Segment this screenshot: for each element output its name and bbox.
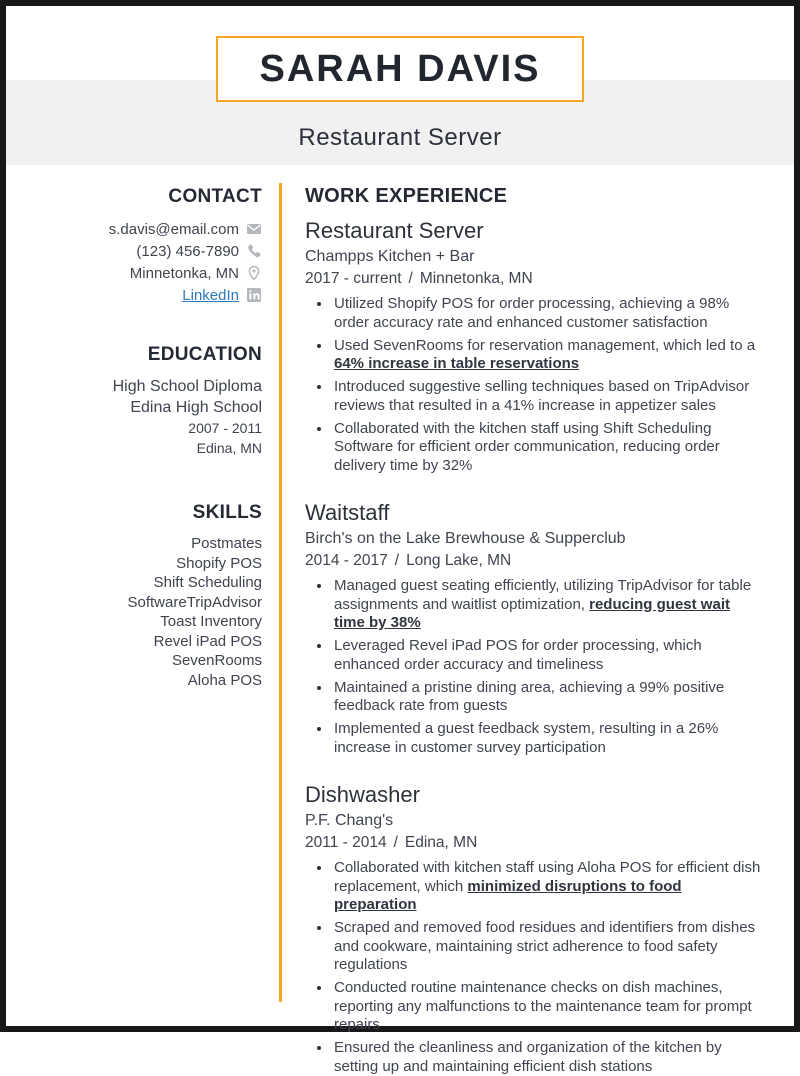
bullet-item: • Used SevenRooms for reservation management, which led to a 64% increase in table reservations (332, 337, 764, 374)
education-location: Edina, MN (196, 440, 262, 456)
linkedin-link[interactable]: LinkedIn (182, 286, 239, 304)
contact-list (16, 218, 262, 306)
job-title: Restaurant Server (305, 218, 484, 243)
job-dates: 2011 - 2014 (305, 834, 387, 851)
contact-item (16, 218, 262, 240)
job-title: Dishwasher (305, 782, 420, 807)
linkedin-icon (246, 287, 262, 303)
job-location: Long Lake, MN (406, 552, 512, 569)
skill-item: Revel iPad POS (153, 632, 262, 650)
sidebar (6, 165, 279, 1026)
bullet-item: • Maintained a pristine dining area, achieving a 99% positive feedback rate from guests (332, 679, 764, 716)
date-separator: / (408, 270, 413, 287)
bullet-item: • Implemented a guest feedback system, resulting in a 26% increase in customer survey participation (332, 720, 764, 757)
education-dates: 2007 - 2011 (188, 420, 262, 436)
bullet-emphasis: 64% increase in table reservations (334, 355, 580, 372)
skills-section (16, 502, 262, 690)
job-bullets (305, 577, 764, 757)
education-section (16, 344, 262, 458)
resume-header (6, 6, 794, 165)
bullet-item: • Utilized Shopify POS for order processing, achieving a 98% order accuracy rate and enhanced customer satisfaction (332, 295, 764, 332)
job-block (305, 782, 764, 1076)
phone-icon (246, 243, 262, 259)
skills-list (16, 534, 262, 690)
bullet-item: • Managed guest seating efficiently, utilizing TripAdvisor for table assignments and waitlist optimization, reducing guest wait time by 38% (332, 577, 764, 633)
envelope-icon (246, 221, 262, 237)
job-block (305, 218, 764, 475)
job-dates-row (305, 552, 764, 570)
job-dates: 2014 - 2017 (305, 552, 388, 569)
contact-item (16, 262, 262, 284)
job-location: Minnetonka, MN (419, 270, 533, 287)
location-icon (246, 265, 262, 281)
skills-heading: SKILLS (192, 502, 262, 523)
education-school: Edina High School (130, 399, 262, 416)
bullet-item: • Conducted routine maintenance checks on dish machines, reporting any malfunctions to the maintenance team for prompt repairs (332, 979, 764, 1035)
candidate-title: Restaurant Server (298, 124, 502, 151)
bullet-item: • Ensured the cleanliness and organization of the kitchen by setting up and maintaining efficient dish stations (332, 1039, 764, 1076)
work-experience-column (282, 165, 794, 1075)
bullet-item: • Introduced suggestive selling techniques based on TripAdvisor reviews that resulted in a 41% increase in appetizer sales (332, 378, 764, 415)
bullet-item: • Leveraged Revel iPad POS for order processing, which enhanced order accuracy and timeliness (332, 637, 764, 674)
contact-item (16, 284, 262, 306)
education-heading: EDUCATION (147, 344, 262, 365)
contact-item (16, 240, 262, 262)
work-experience-heading: WORK EXPERIENCE (305, 185, 508, 207)
job-company: P.F. Chang's (305, 812, 394, 829)
contact-item-label: Minnetonka, MN (129, 264, 239, 282)
bullet-emphasis: minimized disruptions to food preparation (334, 877, 682, 913)
job-dates-row (305, 834, 764, 852)
bullet-item: • Collaborated with the kitchen staff using Shift Scheduling Software for efficient order communication, reducing order delivery time by 32% (332, 420, 764, 476)
job-list (305, 218, 764, 1076)
job-bullets (305, 859, 764, 1076)
skill-item: Aloha POS (187, 671, 262, 689)
contact-section (16, 186, 262, 306)
job-bullets (305, 295, 764, 475)
job-company: Birch's on the Lake Brewhouse & Supperclub (305, 530, 626, 547)
date-separator: / (393, 834, 398, 851)
contact-item-label: s.davis@email.com (108, 220, 239, 238)
name-box (216, 36, 584, 102)
job-location: Edina, MN (404, 834, 478, 851)
job-company: Champps Kitchen + Bar (305, 248, 475, 265)
job-dates-row (305, 270, 764, 288)
skill-item: Shift Scheduling SoftwareTripAdvisor (127, 574, 262, 611)
education-degree: High School Diploma (112, 378, 262, 395)
skill-item: Postmates (191, 535, 262, 552)
skill-item: Toast Inventory (160, 613, 262, 630)
job-title: Waitstaff (305, 500, 390, 525)
job-block (305, 500, 764, 757)
bullet-item: • Collaborated with kitchen staff using Aloha POS for efficient dish replacement, which minimized disruptions to food preparation (332, 859, 764, 915)
candidate-name: SARAH DAVIS (259, 47, 541, 90)
bullet-emphasis: reducing guest wait time by 38% (334, 595, 730, 631)
skill-item: SevenRooms (171, 652, 262, 669)
date-separator: / (394, 552, 400, 569)
resume-columns (6, 165, 794, 1075)
contact-item-label: (123) 456-7890 (136, 242, 239, 260)
contact-heading: CONTACT (168, 186, 262, 207)
skill-item: Shopify POS (176, 554, 262, 572)
job-dates: 2017 - current (305, 270, 402, 287)
bullet-item: • Scraped and removed food residues and identifiers from dishes and cookware, maintaining strict adherence to food safety regulations (332, 919, 764, 975)
